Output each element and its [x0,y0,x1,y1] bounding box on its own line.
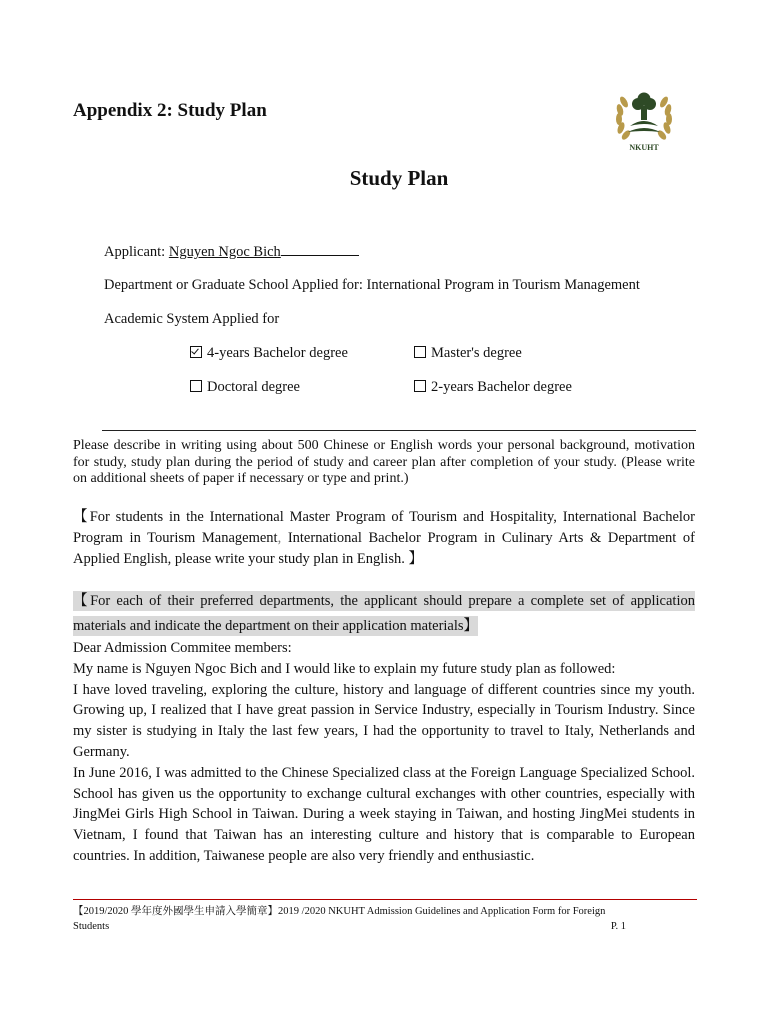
option-2-years-bachelor[interactable] [414,379,572,396]
option-label: Master's degree [431,345,522,361]
english-requirement-note [73,507,695,570]
note-part-1: 【For students in the International Master Program of Tourism and Hospitality, International Bachelor Program in Tourism Management [73,509,695,546]
letter-paragraph: In June 2016, I was admitted to the Chinese Specialized class at the Foreign Language Specialized School. School has given us the opportunity to exchange cultural exchanges with other countries, especially with JingMei Girls High School in Taiwan. During a week staying in Taiwan, and hosting JingMei students in Vietnam, I found that Taiwan has an interesting culture and history that is comparable to European countries. In addition, Taiwanese people are also very friendly and enthusiastic. [73,764,695,864]
note-comma: , [277,530,282,546]
checkbox-icon[interactable] [414,380,426,392]
page-number: P. 1 [610,921,626,932]
highlighted-note [73,589,695,639]
option-label: Doctoral degree [207,379,300,395]
applicant-underline [281,243,359,256]
page-footer [73,904,626,934]
applicant-name: Nguyen Ngoc Bich [168,244,281,260]
option-label: 4-years Bachelor degree [207,345,348,361]
option-doctoral[interactable] [190,379,300,396]
checked-checkbox-icon[interactable] [190,346,202,358]
checkbox-icon[interactable] [190,380,202,392]
section-divider [102,430,696,431]
option-label: 2-years Bachelor degree [431,379,572,395]
letter-paragraph: I have loved traveling, exploring the culture, history and language of different countries since my youth. Growing up, I realized that I have great passion in Service Industry, especially in Tourism Industry. Since my sister is studying in Italy the last few years, I had the opportunity to travel to Italy, Netherlands and Germany. [73,681,695,760]
option-masters[interactable] [414,345,522,362]
svg-text:NKUHT: NKUHT [629,143,659,152]
note-part-2: International Bachelor Program in Culinary Arts & Department of Applied English, please write your study plan in English. 】 [73,530,696,567]
nkuht-emblem-icon [612,88,676,156]
department-line: Department or Graduate School Applied for: International Program in Tourism Management [104,277,640,293]
instructions-text: Please describe in writing using about 500 Chinese or English words your personal background, motivation for study, study plan during the period of study and career plan after completion of your study. (Please write on additional sheets of paper if necessary or type and print.) [73,438,695,486]
document-title: Study Plan [349,166,449,190]
highlighted-note-text: 【For each of their preferred departments, the applicant should prepare a complete set of application materials and indicate the department on their application materials】 [73,593,695,634]
footer-text: 【2019/2020 學年度外國學生申請入學簡章】2019 /2020 NKUHT Admission Guidelines and Application Form for Foreign Students [73,906,606,932]
footer-divider [73,899,697,900]
applicant-line [104,243,359,261]
checkbox-icon[interactable] [414,346,426,358]
letter-body [73,638,695,867]
applicant-label: Applicant: [104,244,169,260]
option-4-years-bachelor[interactable] [190,345,348,362]
academic-system-label: Academic System Applied for [104,311,280,327]
appendix-heading: Appendix 2: Study Plan [73,100,267,121]
letter-paragraph: My name is Nguyen Ngoc Bich and I would like to explain my future study plan as followed: [73,660,616,677]
letter-salutation: Dear Admission Commitee members: [73,640,292,656]
nkuht-logo [612,88,676,156]
